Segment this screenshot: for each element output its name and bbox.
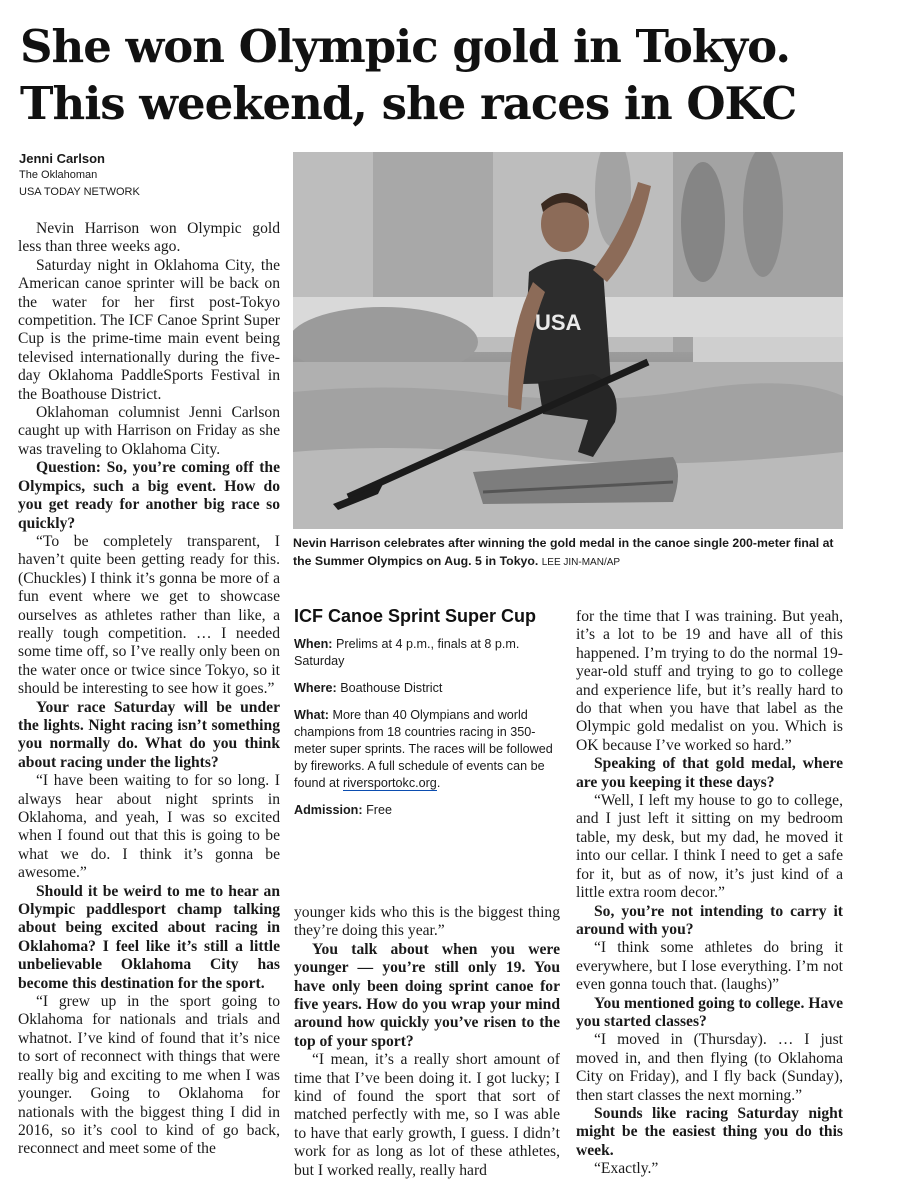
interview-question: Your race Saturday will be under the lights. Night racing isn’t something you normally do. What do you think about racing under the lights? [18,698,280,771]
event-info-box [294,604,558,829]
article-paragraph: “Well, I left my house to go to college, and I just left it sitting on my bedroom table, my desk, but my dad, he moved it into our cellar. I think I need to get a safe for it, but as of now, it’s just kind of a little extra room decor.” [576,792,843,902]
article-paragraph: Nevin Harrison won Olympic gold less than three weeks ago. [18,220,280,256]
article-column-2 [294,904,560,1180]
when-label: When: [294,637,333,651]
article-paragraph: younger kids who this is the biggest thing they’re doing this year.” [294,904,560,940]
event-admission [294,802,558,819]
author-name: Jenni Carlson [19,151,105,166]
event-info-title: ICF Canoe Sprint Super Cup [294,606,537,626]
where-label: Where: [294,681,337,695]
article-paragraph: “I have been waiting to for so long. I always hear about night sprints in Oklahoma, and yeah, I was so excited when I found out that this is going to be what we do. I think it’s gonna be awesome.” [18,772,280,882]
interview-question: Should it be weird to me to hear an Olympic paddlesport champ talking about being excited about racing in Oklahoma? I feel like it’s still a little unbelievable Oklahoma City has become this destination for the sport. [18,882,280,992]
photo-credit: LEE JIN-MAN/AP [541,557,621,568]
interview-question: You talk about when you were younger — you’re still only 19. You have only been doing sprint canoe for five years. How do you wrap your mind around how quickly you’ve risen to the top of your sport? [294,940,560,1050]
article-paragraph: Oklahoman columnist Jenni Carlson caught up with Harrison on Friday as she was traveling to Oklahoma City. [18,404,280,458]
schedule-link[interactable]: riversportokc.org [343,776,437,790]
article-photo [293,152,843,529]
event-when [294,636,558,670]
byline [19,150,140,201]
admission-value: Free [366,803,392,817]
headline-line-2: This weekend, she races in OKC [20,77,797,130]
interview-question: Question: So, you’re coming off the Olympics, such a big event. How do you get ready for another big race so quickly? [18,459,280,532]
interview-question: Speaking of that gold medal, where are you keeping it these days? [576,755,843,791]
article-paragraph: for the time that I was training. But yeah, it’s a lot to be 19 and have all of this happened. I’m trying to do the normal 19-year-old stuff and trying to go to college and experience life, but it’s really hard to do that when you have that label as the Olympic gold medalist on you. Which is OK because I’ve worked so hard.” [576,608,843,754]
headline [20,18,890,132]
article-column-3 [576,608,843,1179]
article-paragraph: “Exactly.” [594,1160,659,1178]
article-paragraph: “I grew up in the sport going to Oklahoma for nationals and trials and whatnot. I’ve kind of found that it’s nice to sort of reconnect with things that were really big and exciting to me when I was younger. Going to Oklahoma for nationals with the biggest thing I did in 2016, so it’s cool to kind of go back, reconnect and meet some of the [18,993,280,1158]
event-where [294,680,558,697]
caption-text: Nevin Harrison celebrates after winning the gold medal in the canoe single 200-meter final at the Summer Olympics on Aug. 5 in Tokyo. [293,536,834,568]
photo-illustration [293,152,843,529]
article-paragraph: “I mean, it’s a really short amount of time that I’ve been doing it. I got lucky; I kind of found the sport that sort of matched perfectly with me, so I was able to have that early growth, I guess. I didn’t work for as long as lot of these athletes, but I worked really, really hard [294,1051,560,1179]
headline-line-1: She won Olympic gold in Tokyo. [20,20,791,73]
what-label: What: [294,708,329,722]
article-paragraph: Saturday night in Oklahoma City, the American canoe sprinter will be back on the water for her first post-Tokyo competition. The ICF Canoe Sprint Super Cup is the prime-time main event being televised internationally during the five-day Oklahoma PaddleSports Festival in the Boathouse District. [18,256,280,403]
when-value: Prelims at 4 p.m., finals at 8 p.m. Saturday [294,637,520,668]
publication-name: The Oklahoman [19,169,98,181]
what-value: More than 40 Olympians and world champions from 18 countries racing in 350-meter super sprints. The races will be followed by fireworks. A full schedule of events can be found at [294,708,553,790]
article-column-1 [18,220,280,1159]
link-suffix: . [436,776,441,790]
interview-question: You mentioned going to college. Have you started classes? [576,994,843,1030]
article-paragraph: “I moved in (Thursday). … I just moved in, and then flying (to Oklahoma City on Friday), and I fly back (Sunday), then start classes the next morning.” [576,1031,843,1104]
interview-question: So, you’re not intending to carry it around with you? [576,902,843,938]
jersey-text: USA [535,310,582,335]
network-name: USA TODAY NETWORK [19,186,140,198]
photo-caption [293,534,848,572]
where-value: Boathouse District [340,681,443,695]
article-paragraph: “I think some athletes do bring it everywhere, but I lose everything. I’m not even gonna touch that. (laughs)” [576,939,843,994]
admission-label: Admission: [294,803,363,817]
event-what [294,707,558,792]
article-paragraph: “To be completely transparent, I haven’t quite been getting ready for this. (Chuckles) I think it’s gonna be more of a fun event where we get to showcase ourselves as athletes rather than like, a really tough competition. … I needed some time off, so I’ve really only been on the water once or twice since Tokyo, so it should be interesting to see how it goes.” [18,532,280,698]
interview-question: Sounds like racing Saturday night might be the easiest thing you do this week. [576,1104,843,1159]
